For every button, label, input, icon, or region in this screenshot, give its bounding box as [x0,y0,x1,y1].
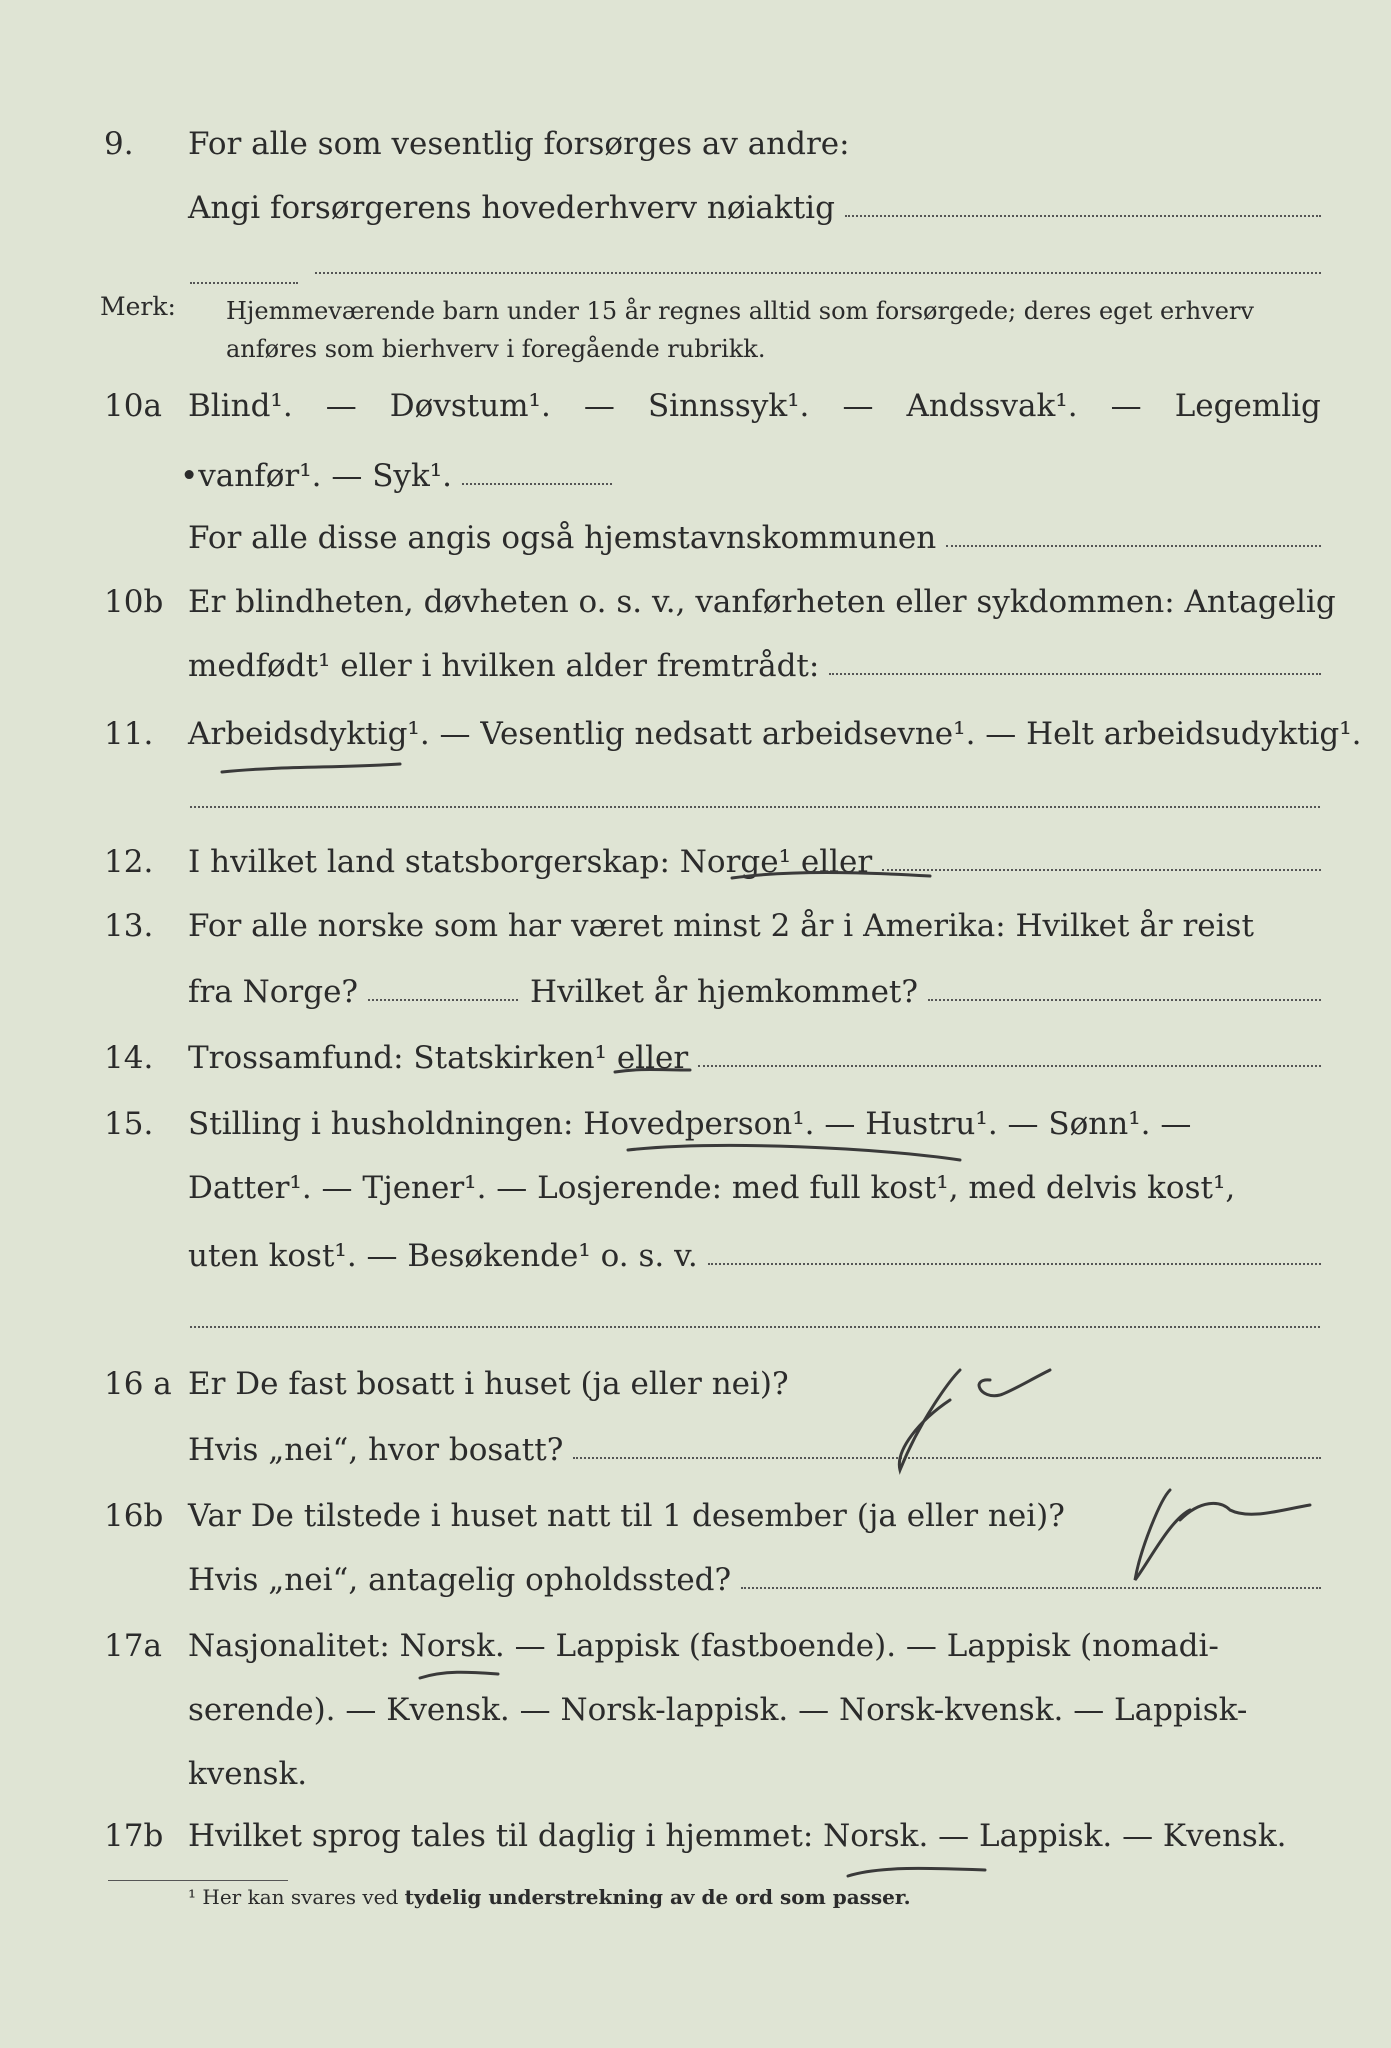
q15-text-1: Stilling i husholdningen: Hovedperson¹. — Hustru¹. — Sønn¹. — [188,1106,1192,1142]
q16b-number: 16b [104,1498,164,1534]
q17a-number: 17a [104,1628,162,1664]
q17a-text-3: kvensk. [188,1756,308,1792]
q10a-text-2: •vanfør¹. — Syk¹. [180,458,453,494]
q16a-text-2: Hvis „nei“, hvor bosatt? [188,1432,564,1468]
q10a-dash: — [583,388,615,424]
q15-number: 15. [104,1106,154,1142]
underline-q17b-norsk [848,1868,985,1876]
q13-number: 13. [104,908,154,944]
q12-text-1: I hvilket land statsborgerskap: Norge¹ eller [188,844,873,880]
q15-text-2: Datter¹. — Tjener¹. — Losjerende: med full kost¹, med delvis kost¹, [188,1170,1236,1206]
q9-text-2: Angi forsørgerens hovederhverv nøiaktig [188,190,835,226]
q13-text-2a: fra Norge? [188,974,359,1010]
merk-text: Hjemmeværende barn under 15 år regnes alltid som forsørgede; deres eget erhverv anføres som bierhverv i foregående rubrikk. [226,297,1254,363]
footnote-mark: ¹ [188,1885,197,1909]
underline-q12-norge [732,873,930,879]
q10b-text-2: medfødt¹ eller i hvilken alder fremtrådt: [188,648,820,684]
q10a-word: Sinnssyk¹. [647,388,810,424]
q11-text-1: Arbeidsdyktig¹. — Vesentlig nedsatt arbeidsevne¹. — Helt arbeidsudyktig¹. [188,716,1362,752]
merk-label: Merk: [100,292,176,321]
q14-text-1: Trossamfund: Statskirken¹ eller [188,1040,689,1076]
q10a-number: 10a [104,388,162,424]
underline-q15-hovedperson [628,1145,960,1160]
q10a-word: Andssvak¹. [906,388,1078,424]
q16b-text-1: Var De tilstede i huset natt til 1 desember (ja eller nei)? [188,1498,1065,1534]
q17a-text-2: serende). — Kvensk. — Norsk-lappisk. — Norsk-kvensk. — Lappisk- [188,1692,1248,1728]
q10b-text-1: Er blindheten, døvheten o. s. v., vanførheten eller sykdommen: Antagelig [188,584,1336,620]
q16b-answer-ja-drawing [1135,1490,1310,1580]
q10a-word: Blind¹. [188,388,293,424]
q17a-text-1: Nasjonalitet: Norsk. — Lappisk (fastboende). — Lappisk (nomadi- [188,1628,1219,1664]
q14-number: 14. [104,1040,154,1076]
q15-text-3: uten kost¹. — Besøkende¹ o. s. v. [188,1238,698,1274]
q10a-dash: — [1110,388,1142,424]
q16a-answer-ja-drawing [899,1370,1050,1470]
q9-text-1: For alle som vesentlig forsørges av andre: [188,126,850,162]
q10a-word: Døvstum¹. [389,388,551,424]
footnote-text-b: tydelig understrekning av de ord som passer. [404,1885,911,1909]
q12-number: 12. [104,844,154,880]
q10a-word: Legemlig [1174,388,1321,424]
q16b-text-2: Hvis „nei“, antagelig opholdssted? [188,1562,732,1598]
q13-text-1: For alle norske som har været minst 2 år i Amerika: Hvilket år reist [188,908,1254,944]
q17b-text-1: Hvilket sprog tales til daglig i hjemmet: Norsk. — Lappisk. — Kvensk. [188,1818,1287,1854]
q10b-number: 10b [104,584,164,620]
q9-number: 9. [104,126,134,162]
q13-text-2b: Hvilket år hjemkommet? [530,974,919,1010]
q10a-dash: — [842,388,874,424]
q16a-number: 16 a [104,1366,172,1402]
q16a-text-1: Er De fast bosatt i huset (ja eller nei)? [188,1366,789,1402]
q17b-number: 17b [104,1818,164,1854]
underline-q14-statskirken [615,1070,690,1073]
q10a-text-3: For alle disse angis også hjemstavnskommunen [188,520,937,556]
underline-q17a-norsk [420,1672,498,1678]
q11-number: 11. [104,716,154,752]
footnote-text-a: Her kan svares ved [202,1885,405,1909]
underline-q11-arbeidsdyktig [222,764,400,772]
q10a-dash: — [325,388,357,424]
